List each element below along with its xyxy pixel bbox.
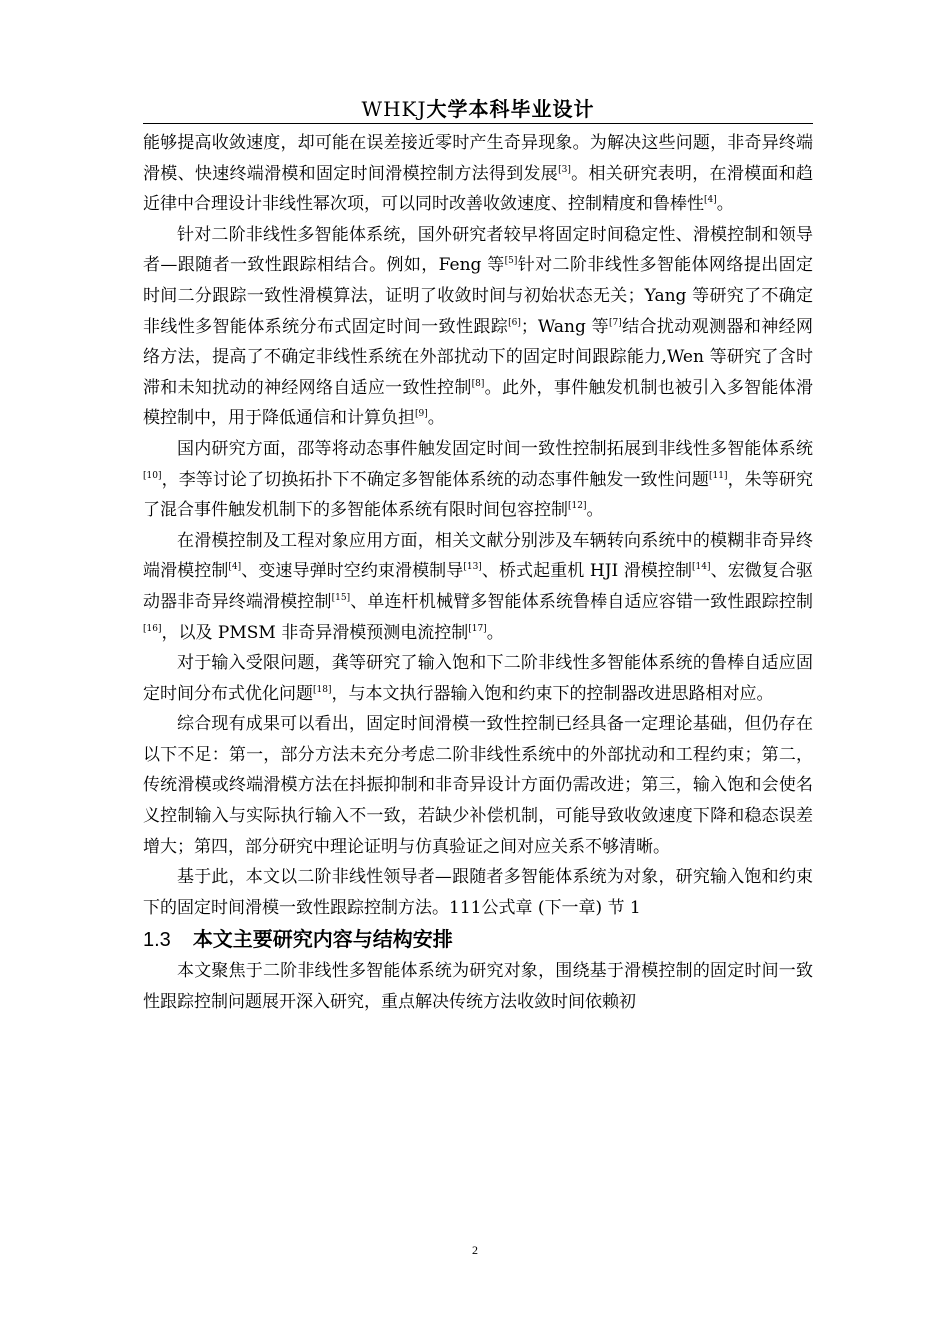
citation-marker: [15]	[331, 592, 351, 603]
paragraph-3: 国内研究方面，邵等将动态事件触发固定时间一致性控制拓展到非线性多智能体系统[10]，李等讨论了切换拓扑下不确定多智能体系统的动态事件触发一致性问题[11]，朱等研究了混合事件触发机制下的多智能体系统有限时间包容控制[12]。	[143, 438, 813, 521]
citation-marker: [3]	[558, 164, 571, 175]
citation-marker: [16]	[143, 623, 162, 634]
section-heading	[143, 923, 813, 956]
citation-marker: [17]	[468, 623, 487, 634]
section-paragraph: 本文聚焦于二阶非线性多智能体系统为研究对象，围绕基于滑模控制的固定时间一致性跟踪控制问题展开深入研究，重点解决传统方法收敛时间依赖初	[143, 961, 813, 1013]
citation-marker: [18]	[313, 684, 332, 695]
section-title-text: 本文主要研究内容与结构安排	[192, 927, 453, 952]
paragraph-7: 基于此，本文以二阶非线性领导者—跟随者多智能体系统为对象，研究输入饱和约束下的固定时间滑模一致性跟踪控制方法。111公式章 (下一章) 节 1	[143, 867, 813, 918]
citation-marker: [13]	[463, 562, 482, 573]
header-rule	[143, 123, 813, 124]
citation-marker: [12]	[568, 501, 587, 512]
section-number: 1.3	[143, 929, 171, 952]
header-latin-text: WHKJ	[361, 97, 427, 121]
paragraph-2: 针对二阶非线性多智能体系统，国外研究者较早将固定时间稳定性、滑模控制和领导者—跟随者一致性跟踪相结合。例如，Feng 等[5]针对二阶非线性多智能体网络提出固定时间二分跟踪一致性滑模算法，证明了收敛时间与初始状态无关；Yang 等研究了不确定非线性多智能体系统分布式固定时间一致性跟踪[6]；Wang 等[7]结合扰动观测器和神经网络方法，提高了不确定非线性系统在外部扰动下的固定时间跟踪能力,Wen 等研究了含时滞和未知扰动的神经网络自适应一致性控制[8]。此外，事件触发机制也被引入多智能体滑模控制中，用于降低通信和计算负担[9]。	[143, 224, 813, 429]
paragraph-5: 对于输入受限问题，龚等研究了输入饱和下二阶非线性多智能体系统的鲁棒自适应固定时间分布式优化问题[18]，与本文执行器输入饱和约束下的控制器改进思路相对应。	[143, 653, 813, 704]
paragraph-6: 综合现有成果可以看出，固定时间滑模一致性控制已经具备一定理论基础，但仍存在以下不足：第一，部分方法未充分考虑二阶非线性系统中的外部扰动和工程约束；第二，传统滑模或终端滑模方法在抖振抑制和非奇异设计方面仍需改进；第三，输入饱和会使名义控制输入与实际执行输入不一致，若缺少补偿机制，可能导致收敛速度下降和稳态误差增大；第四，部分研究中理论证明与仿真验证之间对应关系不够清晰。	[143, 714, 813, 857]
citation-marker: [7]	[609, 317, 622, 328]
paragraph-4: 在滑模控制及工程对象应用方面，相关文献分别涉及车辆转向系统中的模糊非奇异终端滑模控制[4]、变速导弹时空约束滑模制导[13]、桥式起重机 HJI 滑模控制[14]、宏微复合驱动器非奇异终端滑模控制[15]、单连杆机械臂多智能体系统鲁棒自适应容错一致性跟踪控制[16]，以及 PMSM 非奇异滑模预测电流控制[17]。	[143, 530, 814, 643]
citation-marker: [4]	[228, 562, 242, 573]
citation-marker: [4]	[704, 195, 717, 206]
citation-marker: [9]	[415, 409, 428, 420]
citation-marker: [11]	[708, 470, 728, 481]
page-number: 2	[472, 1243, 478, 1257]
citation-marker: [10]	[143, 470, 162, 481]
citation-marker: [14]	[692, 562, 711, 573]
body-content	[143, 128, 813, 1018]
header-chinese-text: 大学本科毕业设计	[426, 97, 595, 121]
citation-marker: [6]	[508, 317, 521, 328]
citation-marker: [8]	[471, 378, 485, 389]
citation-marker: [5]	[504, 256, 518, 267]
page-header	[143, 96, 813, 122]
paragraph-1: 能够提高收敛速度，却可能在误差接近零时产生奇异现象。为解决这些问题，非奇异终端滑模、快速终端滑模和固定时间滑模控制方法得到发展[3]。相关研究表明，在滑模面和趋近律中合理设计非线性幂次项，可以同时改善收敛速度、控制精度和鲁棒性[4]。	[143, 133, 814, 215]
